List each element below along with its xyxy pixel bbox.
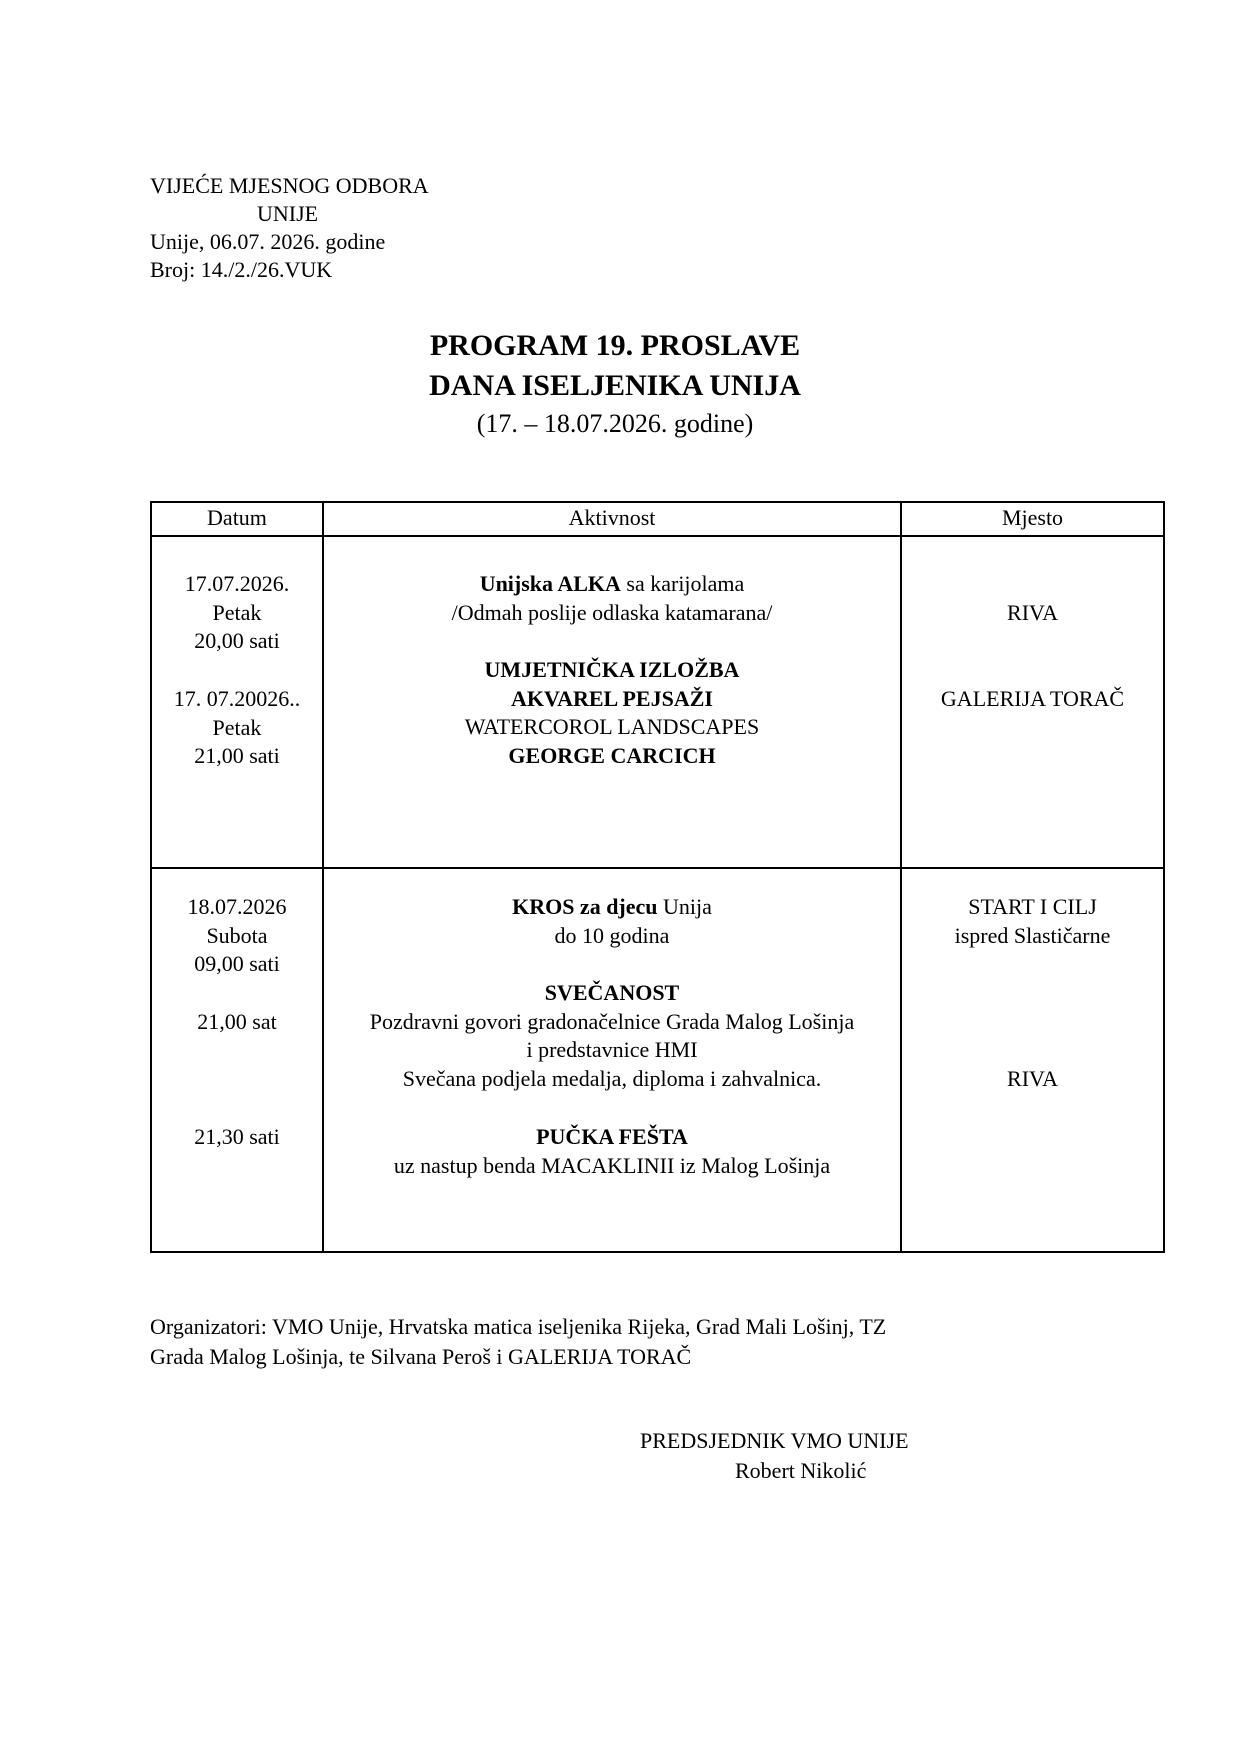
row2-time-1: 09,00 sati [194, 951, 280, 976]
header-mjesto: Mjesto [901, 502, 1164, 536]
table-row [151, 536, 1164, 868]
exhibition-subtitle: AKVAREL PEJSAŽI [511, 685, 713, 711]
organizers [150, 1312, 886, 1372]
row2-place-2: RIVA [1007, 1066, 1058, 1091]
alka-line [324, 570, 900, 599]
ceremony-speeches: Pozdravni govori gradonačelnice Grada Malog Lošinja [369, 1008, 855, 1034]
row2-date-cell [151, 868, 323, 1252]
title-date-range: (17. – 18.07.2026. godine) [476, 409, 754, 438]
row2-activity-cell [323, 868, 901, 1252]
council-name: VIJEĆE MJESNOG ODBORA [150, 173, 429, 198]
row2-date-1: 18.07.2026 [187, 894, 287, 919]
table-row [151, 868, 1164, 1252]
row1-time-1: 20,00 sati [194, 628, 280, 653]
row1-day-1: Petak [212, 599, 262, 625]
row1-date-2: 17. 07.20026.. [173, 686, 301, 711]
row2-place-1a: START I CILJ [968, 894, 1097, 919]
row1-place-cell [901, 536, 1164, 868]
row1-activity-cell [323, 536, 901, 868]
title-line-2: DANA ISELJENIKA UNIJA [429, 369, 801, 402]
row2-time-3: 21,30 sati [194, 1124, 280, 1149]
exhibition-english-title: WATERCOROL LANDSCAPES [464, 714, 760, 739]
row2-place-1b: ispred Slastičarne [954, 922, 1111, 948]
header-aktivnost: Aktivnost [323, 502, 901, 536]
row1-date-1: 17.07.2026. [184, 571, 290, 596]
program-table [150, 501, 1165, 1253]
document-date: Unije, 06.07. 2026. godine [150, 229, 386, 254]
signature-name: Robert Nikolić [735, 1458, 867, 1483]
exhibition-title: UMJETNIČKA IZLOŽBA [484, 657, 740, 682]
header-datum: Datum [151, 502, 323, 536]
signature-block [640, 1426, 960, 1486]
row1-place-1: RIVA [1007, 600, 1058, 625]
organizers-line-1: Organizatori: VMO Unije, Hrvatska matica iseljenika Rijeka, Grad Mali Lošinj, TZ [150, 1314, 887, 1339]
row1-day-2: Petak [212, 714, 262, 740]
ceremony-awards: Svečana podjela medalja, diploma i zahvalnica. [402, 1065, 822, 1091]
title-line-1: PROGRAM 19. PROSLAVE [429, 329, 801, 362]
row1-place-2: GALERIJA TORAČ [940, 686, 1125, 711]
festa-title: PUČKA FEŠTA [536, 1124, 688, 1149]
kros-title: KROS za djecu [512, 894, 658, 919]
ceremony-title: SVEČANOST [544, 980, 680, 1005]
row2-day-1: Subota [206, 922, 268, 948]
exhibition-artist: GEORGE CARCICH [508, 742, 716, 768]
ceremony-hmi: i predstavnice HMI [526, 1037, 698, 1062]
letterhead [150, 172, 429, 284]
row1-time-2: 21,00 sati [194, 743, 280, 768]
signature-role: PREDSJEDNIK VMO UNIJE [640, 1428, 909, 1453]
alka-title: Unijska ALKA [479, 571, 621, 596]
row1-date-cell [151, 536, 323, 868]
kros-place: Unija [657, 894, 712, 919]
festa-band: uz nastup benda MACAKLINII iz Malog Lošinja [393, 1152, 831, 1178]
kros-age: do 10 godina [554, 922, 670, 948]
row2-place-cell [901, 868, 1164, 1252]
alka-desc: sa karijolama [620, 571, 745, 596]
alka-note: /Odmah poslije odlaska katamarana/ [451, 599, 773, 625]
document-title [150, 326, 1080, 442]
kros-line [324, 893, 900, 922]
document-number: Broj: 14./2./26.VUK [150, 257, 333, 282]
table-header-row [151, 502, 1164, 536]
council-location: UNIJE [257, 201, 319, 226]
organizers-line-2: Grada Malog Lošinja, te Silvana Peroš i GALERIJA TORAČ [150, 1344, 692, 1369]
row2-time-2: 21,00 sat [197, 1009, 277, 1034]
